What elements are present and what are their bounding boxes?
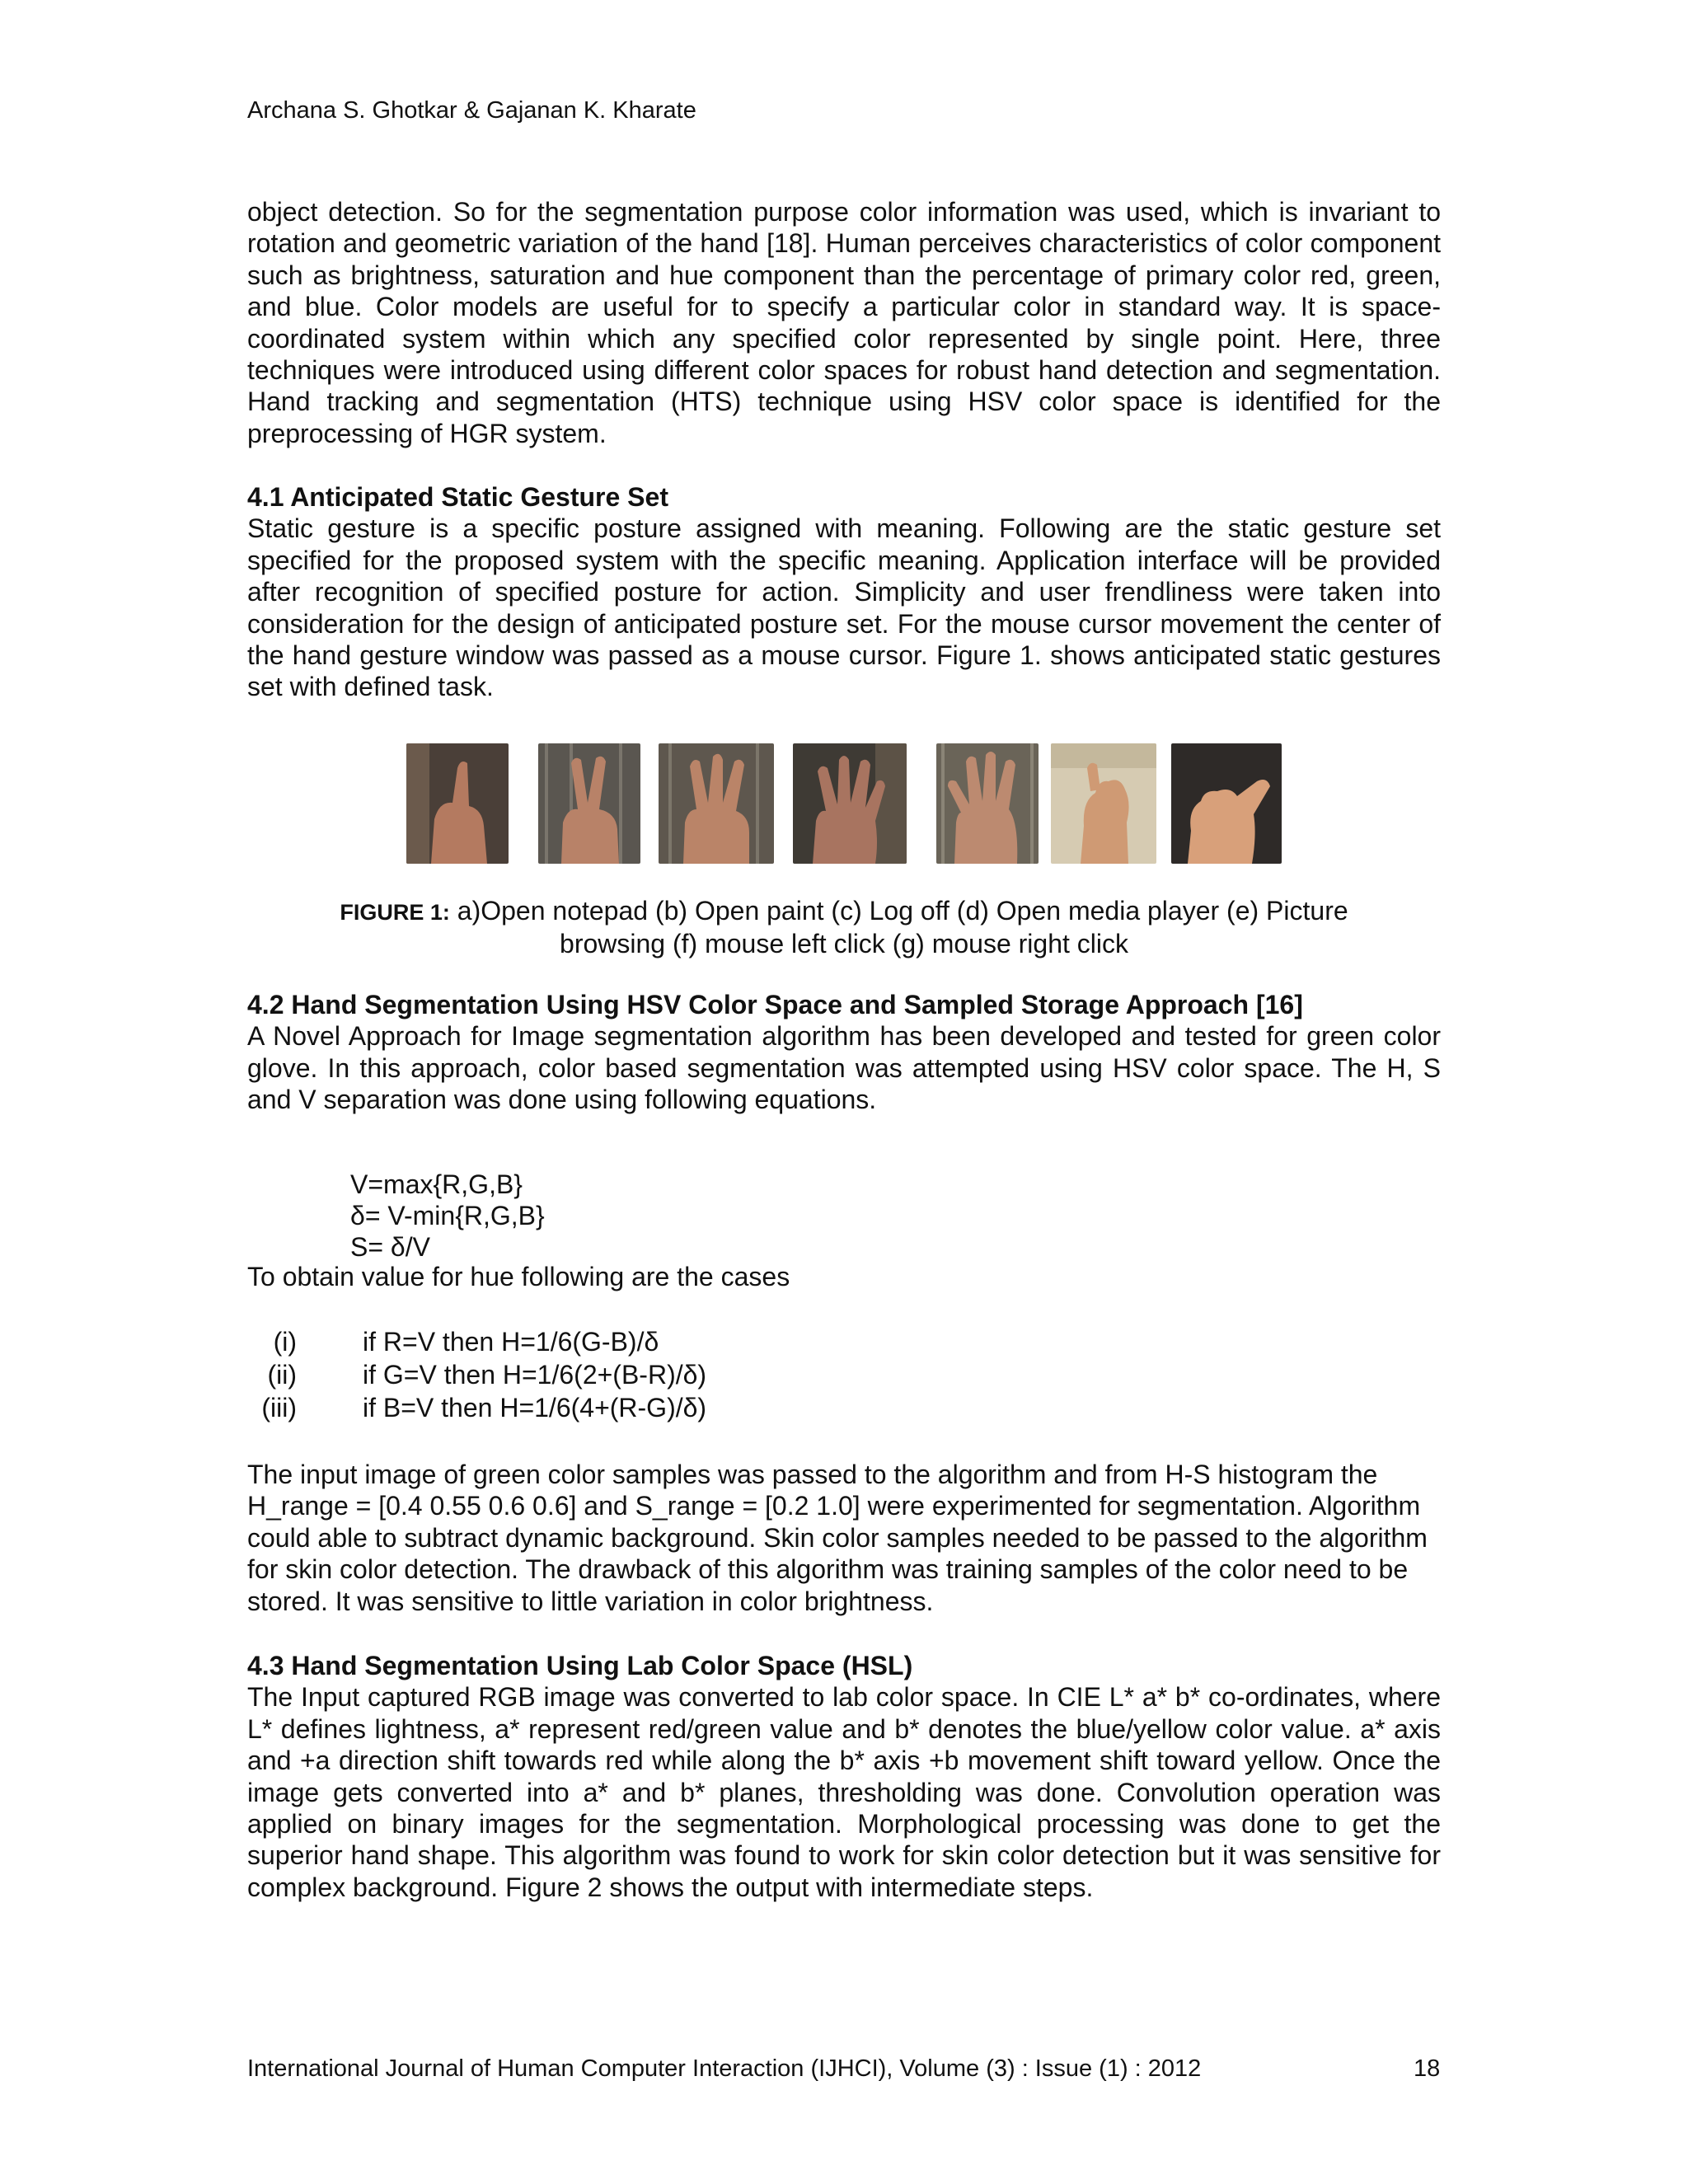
figure-1-caption: [247, 895, 1441, 959]
journal-footer: International Journal of Human Computer Interaction (IJHCI), Volume (3) : Issue (1) : 2012: [247, 2055, 1202, 2082]
gesture-c-image: [659, 743, 774, 864]
figure-1-label: FIGURE 1:: [340, 900, 450, 925]
section-4-3-body: The Input captured RGB image was converted to lab color space. In CIE L* a* b* co-ordinates, where L* defines lightness, a* represent red/green value and b* denotes the blue/yellow color value. a* axis and +a direction shift towards red while along the b* axis +b movement shift toward yellow. Once the image gets converted into a* and b* planes, thresholding was done. Convolution operation was applied on binary images for the segmentation. Morphological processing was done to get the superior hand shape. This algorithm was found to work for skin color detection but it was sensitive for complex background. Figure 2 shows the output with intermediate steps.: [247, 1682, 1441, 1902]
section-4-2-body2: The input image of green color samples was passed to the algorithm and from H-S histogram the H_range = [0.4 0.55 0.6 0.6] and S_range = [0.2 1.0] were experimented for segmentation. Algorithm could able to subtract dynamic background. Skin color samples needed to be passed to the algorithm for skin color detection. The drawback of this algorithm was training samples of the color need to be stored. It was sensitive to little variation in color brightness.: [247, 1460, 1428, 1616]
section-4-1-body: Static gesture is a specific posture assigned with meaning. Following are the static gesture set specified for the proposed system with the specific meaning. Application interface will be provided after recognition of specified posture for action. Simplicity and user frendliness were taken into consideration for the design of anticipated posture set. For the mouse cursor movement the center of the hand gesture window was passed as a mouse cursor. Figure 1. shows anticipated static gestures set with defined task.: [247, 513, 1441, 702]
intro-paragraph: object detection. So for the segmentation purpose color information was used, which is invariant to rotation and geometric variation of the hand [18]. Human perceives characteristics of color component such as brightness, saturation and hue component than the percentage of primary color red, green, and blue. Color models are useful for to specify a particular color in standard way. It is space-coordinated system within which any specified color represented by single point. Here, three techniques were introduced using different color spaces for robust hand detection and segmentation. Hand tracking and segmentation (HTS) technique using HSV color space is identified for the preprocessing of HGR system.: [247, 197, 1441, 448]
equation-s: S= δ/V: [350, 1232, 430, 1262]
page-number: 18: [1414, 2055, 1441, 2082]
case-number: (i): [273, 1327, 297, 1357]
section-4-2-body: A Novel Approach for Image segmentation algorithm has been developed and tested for green color glove. In this approach, color based segmentation was attempted using HSV color space. The H, S and V separation was done using following equations.: [247, 1021, 1441, 1115]
figure-1-caption-line1: a)Open notepad (b) Open paint (c) Log off (d) Open media player (e) Picture: [449, 896, 1348, 926]
gesture-b-image: [538, 743, 640, 864]
section-4-2-heading: 4.2 Hand Segmentation Using HSV Color Space and Sampled Storage Approach [16]: [247, 990, 1303, 1019]
case-number: (iii): [261, 1393, 297, 1422]
gesture-g-image: [1171, 743, 1282, 864]
figure-1-images: [406, 743, 1282, 864]
gesture-a-image: [406, 743, 509, 864]
section-4-1-heading: 4.1 Anticipated Static Gesture Set: [247, 482, 668, 512]
hue-intro: To obtain value for hue following are the cases: [247, 1262, 790, 1291]
section-4-3-heading: 4.3 Hand Segmentation Using Lab Color Space (HSL): [247, 1651, 913, 1680]
gesture-e-image: [936, 743, 1039, 864]
equation-delta: δ= V-min{R,G,B}: [350, 1201, 545, 1230]
section-4-3: [247, 1650, 1441, 1903]
case-text: if R=V then H=1/6(G-B)/δ: [363, 1327, 659, 1357]
section-4-2: [247, 989, 1441, 1116]
case-text: if B=V then H=1/6(4+(R-G)/δ): [363, 1393, 707, 1422]
gesture-d-image: [793, 743, 907, 864]
case-number: (ii): [267, 1360, 297, 1390]
gesture-f-image: [1051, 743, 1156, 864]
figure-1-caption-line2: browsing (f) mouse left click (g) mouse right click: [560, 929, 1128, 958]
equation-v: V=max{R,G,B}: [350, 1169, 523, 1199]
case-text: if G=V then H=1/6(2+(B-R)/δ): [363, 1360, 707, 1390]
running-head: Archana S. Ghotkar & Gajanan K. Kharate: [247, 97, 696, 124]
section-4-1: [247, 481, 1441, 703]
